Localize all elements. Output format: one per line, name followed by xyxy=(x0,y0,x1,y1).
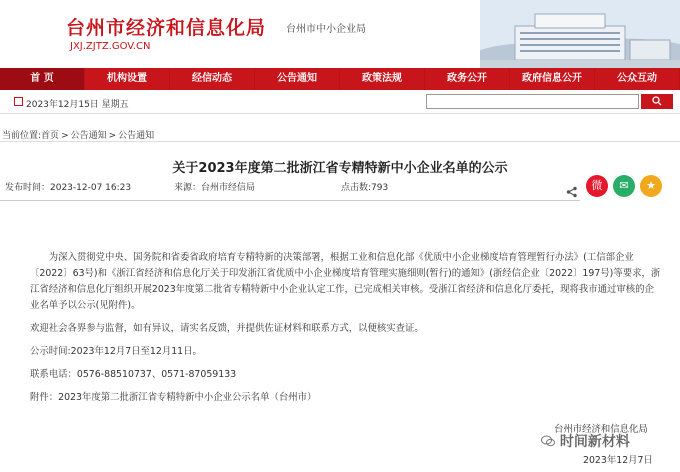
search-icon xyxy=(652,96,662,106)
wechat-share-icon[interactable]: ✉ xyxy=(613,175,635,197)
site-subtitle: 台州市中小企业局 xyxy=(286,24,366,35)
search-input[interactable] xyxy=(426,94,639,109)
wechat-logo-icon xyxy=(541,435,555,447)
nav-news[interactable]: 经信动态 xyxy=(170,68,255,90)
breadcrumb-home[interactable]: 首页 xyxy=(41,131,60,141)
nav-home[interactable]: 首 页 xyxy=(0,68,85,90)
nav-organization[interactable]: 机构设置 xyxy=(85,68,170,90)
nav-government-affairs[interactable]: 政务公开 xyxy=(425,68,510,90)
paragraph: 联系电话：0576-88510737、0571-87059133 xyxy=(30,369,237,380)
article-meta xyxy=(0,180,680,196)
signature: 台州市经济和信息化局 xyxy=(554,424,648,435)
nav-notices[interactable]: 公告通知 xyxy=(255,68,340,90)
signature-date: 2023年12月7日 xyxy=(583,455,653,466)
breadcrumb-prefix: 当前位置: xyxy=(2,131,42,141)
breadcrumb xyxy=(2,128,154,141)
date-search-bar xyxy=(0,91,680,114)
current-date: 2023年12月15日 星期五 xyxy=(26,100,129,110)
click-count: 点击数:793 xyxy=(341,183,389,193)
article-body xyxy=(30,250,662,413)
paragraph: 为深入贯彻党中央、国务院和省委省政府培育专精特新的决策部署，根据工业和信息化部《优质中小企业梯度培育管理暂行办法》(工信部企业〔2022〕63号)和《浙江省经济和信息化厅关于印发浙江省优质中小企业梯度培育管理实施细则(暂行)的通知》(浙经信企业〔2022〕197号)等要求，浙江省经济和信息化厅组织开展2023年度第二批省专精特新中小企业认定工作，已完成相关审核。受浙江省经济和信息化厅委托，现将我市通过审核的企业名单予以公示(见附件)。 xyxy=(30,252,661,311)
divider xyxy=(0,141,680,142)
nav-info-disclosure[interactable]: 政府信息公开 xyxy=(510,68,595,90)
article-source: 来源：台州市经信局 xyxy=(174,183,256,193)
favorite-icon[interactable]: ★ xyxy=(640,175,662,197)
nav-policies[interactable]: 政策法规 xyxy=(340,68,425,90)
main-nav xyxy=(0,68,680,90)
publish-time: 发布时间：2023-12-07 16:23 xyxy=(5,183,132,193)
search-button[interactable] xyxy=(641,94,673,109)
calendar-icon xyxy=(14,97,23,106)
site-url: JXJ.ZJTZ.GOV.CN xyxy=(70,41,151,52)
breadcrumb-current[interactable]: 公告通知 xyxy=(118,131,155,141)
breadcrumb-notices[interactable]: 公告通知 xyxy=(70,131,107,141)
divider xyxy=(0,200,580,201)
weibo-share-icon[interactable]: 微 xyxy=(586,175,608,197)
paragraph: 欢迎社会各界参与监督，如有异议，请实名反馈，并提供佐证材料和联系方式，以便核实查证。 xyxy=(30,323,424,334)
watermark xyxy=(541,431,630,451)
share-icon[interactable] xyxy=(566,186,578,198)
site-title[interactable]: 台州市经济和信息化局 xyxy=(66,17,267,39)
nav-interaction[interactable]: 公众互动 xyxy=(595,68,680,90)
article-title: 关于2023年度第二批浙江省专精特新中小企业名单的公示 xyxy=(172,161,508,176)
attachment-link[interactable]: 附件：2023年度第二批浙江省专精特新中小企业公示名单（台州市） xyxy=(30,392,317,403)
paragraph: 公示时间:2023年12月7日至12月11日。 xyxy=(30,346,202,357)
breadcrumb-separator: > xyxy=(108,131,117,141)
site-header xyxy=(0,0,680,68)
government-building-banner xyxy=(480,0,680,68)
breadcrumb-separator: > xyxy=(61,131,69,141)
watermark-text: 时间新材料 xyxy=(559,434,630,450)
